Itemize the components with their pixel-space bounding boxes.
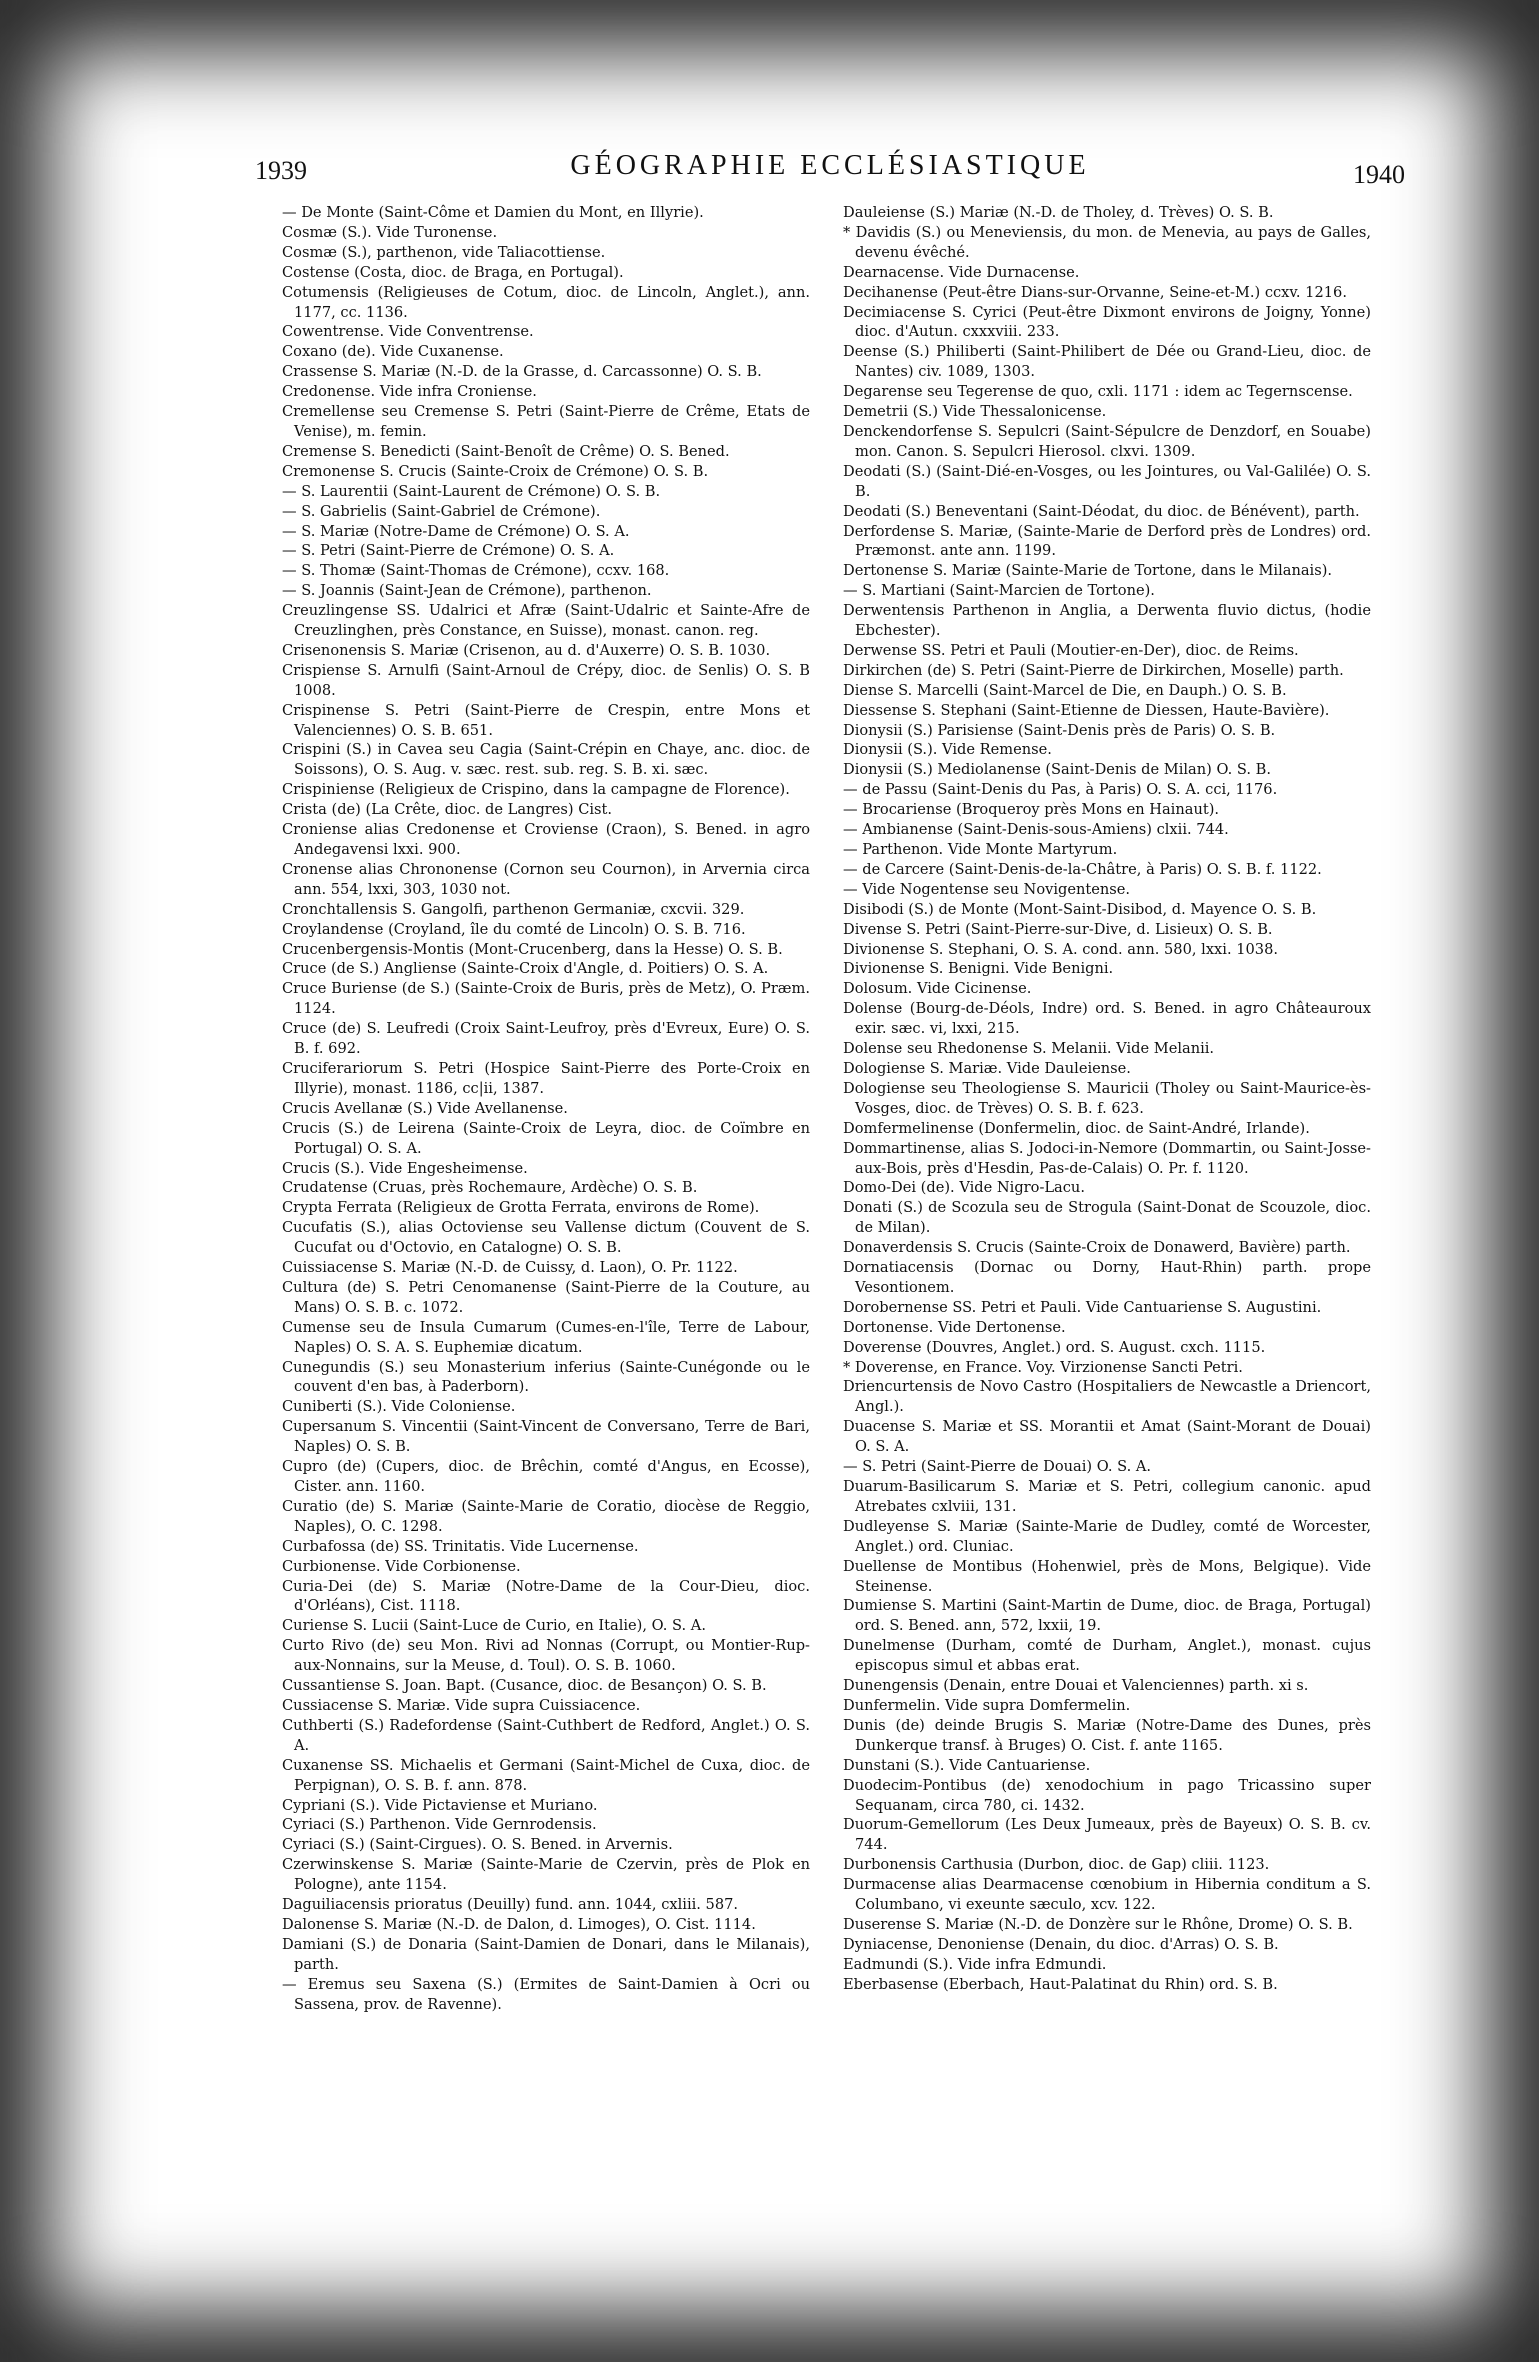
index-entry: Derfordense S. Mariæ, (Sainte-Marie de Derford près de Londres) ord. Præmonst. ante ann. 1199. (843, 522, 1371, 560)
index-entry: Decimiacense S. Cyrici (Peut-être Dixmont environs de Joigny, Yonne) dioc. d'Autun. cxxxviii. 233. (843, 303, 1371, 341)
index-entry: * Doverense, en France. Voy. Virzionense Sancti Petri. (843, 1358, 1243, 1376)
index-entry: Cultura (de) S. Petri Cenomanense (Saint-Pierre de la Couture, au Mans) O. S. B. c. 1072. (282, 1278, 810, 1316)
index-entry: Eadmundi (S.). Vide infra Edmundi. (843, 1955, 1107, 1973)
index-entry: Duodecim-Pontibus (de) xenodochium in pago Tricassino super Sequanam, circa 780, ci. 1432. (843, 1776, 1371, 1814)
index-entry: Crucis (S.) de Leirena (Sainte-Croix de Leyra, dioc. de Coïmbre en Portugal) O. S. A. (282, 1119, 810, 1157)
index-entry: Cosmæ (S.), parthenon, vide Taliacottiense. (282, 243, 606, 261)
index-entry: Dirkirchen (de) S. Petri (Saint-Pierre de Dirkirchen, Moselle) parth. (843, 661, 1344, 679)
index-entry: — De Monte (Saint-Côme et Damien du Mont, en Illyrie). (282, 204, 704, 221)
index-entry: Cuxanense SS. Michaelis et Germani (Saint-Michel de Cuxa, dioc. de Perpignan), O. S. B. f. ann. 878. (282, 1756, 810, 1794)
index-entry: Duellense de Montibus (Hohenwiel, près de Mons, Belgique). Vide Steinense. (843, 1557, 1371, 1595)
index-entry: Costense (Costa, dioc. de Braga, en Portugal). (282, 263, 624, 281)
index-entry: Dunfermelin. Vide supra Domfermelin. (843, 1696, 1131, 1714)
index-entry: Czerwinskense S. Mariæ (Sainte-Marie de Czervin, près de Plok en Pologne), ante 1154. (282, 1856, 810, 1894)
page-title: GÉOGRAPHIE ECCLÉSIASTIQUE (570, 150, 1090, 181)
index-entry: — S. Mariæ (Notre-Dame de Crémone) O. S. A. (282, 522, 630, 540)
index-entry: Duarum-Basilicarum S. Mariæ et S. Petri, collegium canonic. apud Atrebates cxlviii, 131. (843, 1478, 1371, 1515)
index-entry: * Davidis (S.) ou Meneviensis, du mon. de Menevia, au pays de Galles, devenu évêché. (843, 223, 1371, 261)
index-entry: Dunengensis (Denain, entre Douai et Valenciennes) parth. xi s. (843, 1677, 1309, 1695)
index-entry: Dortonense. Vide Dertonense. (843, 1318, 1066, 1336)
index-entry: Dalonense S. Mariæ (N.-D. de Dalon, d. Limoges), O. Cist. 1114. (282, 1915, 756, 1933)
index-entry: Crispiense S. Arnulfi (Saint-Arnoul de Crépy, dioc. de Senlis) O. S. B 1008. (282, 661, 810, 699)
index-entry: Demetrii (S.) Vide Thessalonicense. (843, 403, 1107, 421)
index-entry: Dyniacense, Denoniense (Denain, du dioc. d'Arras) O. S. B. (843, 1935, 1279, 1953)
index-entry: Eberbasense (Eberbach, Haut-Palatinat du Rhin) ord. S. B. (843, 1975, 1278, 1993)
index-entry: — S. Thomæ (Saint-Thomas de Crémone), ccxv. 168. (282, 562, 670, 580)
index-entry: Divionense S. Stephani, O. S. A. cond. ann. 580, lxxi. 1038. (843, 940, 1279, 958)
index-entry: Dolosum. Vide Cicinense. (843, 980, 1032, 998)
index-entry: Diessense S. Stephani (Saint-Etienne de Diessen, Haute-Bavière). (843, 701, 1330, 719)
index-entry: Croylandense (Croyland, île du comté de Lincoln) O. S. B. 716. (282, 920, 746, 938)
index-entry: Driencurtensis de Novo Castro (Hospitaliers de Newcastle a Driencort, Angl.). (843, 1378, 1371, 1416)
index-entry: Crispini (S.) in Cavea seu Cagia (Saint-Crépin en Chaye, anc. dioc. de Soissons), O. S. Aug. v. sæc. rest. sub. reg. S. B. xi. sæc. (282, 741, 810, 779)
index-entry: Cunegundis (S.) seu Monasterium inferius (Sainte-Cunégonde ou le couvent d'en bas, à Paderborn). (282, 1358, 810, 1396)
index-entry: Crista (de) (La Crête, dioc. de Langres) Cist. (282, 801, 613, 819)
index-entry: Cruciferariorum S. Petri (Hospice Saint-Pierre des Porte-Croix en Illyrie), monast. 1186, cc|ii, 1387. (282, 1059, 810, 1097)
index-entry: Dunstani (S.). Vide Cantuariense. (843, 1756, 1091, 1774)
index-entry: Daguiliacensis prioratus (Deuilly) fund. ann. 1044, cxliii. 587. (282, 1896, 739, 1914)
right-column (843, 203, 1371, 1995)
index-entry: — Brocariense (Broqueroy près Mons en Hainaut). (843, 801, 1220, 819)
index-entry: — S. Petri (Saint-Pierre de Douai) O. S. A. (843, 1458, 1152, 1476)
index-entry: Cruce (de) S. Leufredi (Croix Saint-Leufroy, près d'Evreux, Eure) O. S. B. f. 692. (282, 1020, 810, 1058)
index-entry: Cronchtallensis S. Gangolfi, parthenon Germaniæ, cxcvii. 329. (282, 900, 745, 918)
index-entry: Cumense seu de Insula Cumarum (Cumes-en-l'île, Terre de Labour, Naples) O. S. A. S. Euphemiæ dicatum. (282, 1318, 810, 1356)
index-entry: Crucis Avellanæ (S.) Vide Avellanense. (282, 1099, 568, 1117)
index-entry: Deodati (S.) Beneventani (Saint-Déodat, du dioc. de Bénévent), parth. (843, 502, 1360, 520)
index-entry: — Vide Nogentense seu Novigentense. (843, 880, 1131, 898)
index-entry: Cuniberti (S.). Vide Coloniense. (282, 1398, 516, 1416)
index-entry: Cuissiacense S. Mariæ (N.-D. de Cuissy, d. Laon), O. Pr. 1122. (282, 1259, 738, 1277)
index-entry: Dornatiacensis (Dornac ou Dorny, Haut-Rhin) parth. prope Vesontionem. (843, 1259, 1371, 1296)
index-entry: Dommartinense, alias S. Jodoci-in-Nemore (Dommartin, ou Saint-Josse-aux-Bois, près d'Hesdin, Pas-de-Calais) O. Pr. f. 1120. (843, 1139, 1371, 1177)
index-entry: Dorobernense SS. Petri et Pauli. Vide Cantuariense S. Augustini. (843, 1298, 1322, 1316)
index-entry: — S. Laurentii (Saint-Laurent de Crémone) O. S. B. (282, 482, 661, 500)
index-entry: Croniense alias Credonense et Croviense (Craon), S. Bened. in agro Andegavensi lxxi. 900. (282, 821, 810, 858)
index-entry: Coxano (de). Vide Cuxanense. (282, 343, 504, 361)
index-entry: Creuzlingense SS. Udalrici et Afræ (Saint-Udalric et Sainte-Afre de Creuzlinghen, près Constance, en Suisse), monast. canon. reg. (282, 602, 810, 640)
index-entry: — S. Gabrielis (Saint-Gabriel de Crémone). (282, 502, 601, 520)
index-entry: Cremonense S. Crucis (Sainte-Croix de Crémone) O. S. B. (282, 462, 709, 480)
index-entry: Dauleiense (S.) Mariæ (N.-D. de Tholey, d. Trèves) O. S. B. (843, 204, 1274, 221)
running-header (255, 150, 1405, 200)
index-entry: Cupersanum S. Vincentii (Saint-Vincent de Conversano, Terre de Bari, Naples) O. S. B. (282, 1418, 810, 1456)
left-column (282, 203, 810, 2014)
index-entry: — S. Petri (Saint-Pierre de Crémone) O. S. A. (282, 542, 615, 560)
index-entry: Doverense (Douvres, Anglet.) ord. S. August. cxch. 1115. (843, 1338, 1266, 1356)
index-entry: Cussiacense S. Mariæ. Vide supra Cuissiacence. (282, 1696, 641, 1714)
index-entry: Dunelmense (Durham, comté de Durham, Anglet.), monast. cujus episcopus simul et abbas erat. (843, 1637, 1371, 1675)
index-entry: Curatio (de) S. Mariæ (Sainte-Marie de Coratio, diocèse de Reggio, Naples), O. C. 1298. (282, 1497, 810, 1535)
index-entry: Dumiense S. Martini (Saint-Martin de Dume, dioc. de Braga, Portugal) ord. S. Bened. ann, 572, lxxii, 19. (843, 1597, 1371, 1635)
index-entry: Curto Rivo (de) seu Mon. Rivi ad Nonnas (Corrupt, ou Montier-Rup-aux-Nonnains, sur la Meuse, d. Toul). O. S. B. 1060. (282, 1637, 810, 1675)
page-number-left: 1939 (255, 156, 307, 185)
index-entry: Diense S. Marcelli (Saint-Marcel de Die, en Dauph.) O. S. B. (843, 681, 1287, 699)
index-entry: Dionysii (S.). Vide Remense. (843, 741, 1052, 759)
index-entry: Derwentensis Parthenon in Anglia, a Derwenta fluvio dictus, (hodie Ebchester). (843, 602, 1371, 640)
index-entry: — de Carcere (Saint-Denis-de-la-Châtre, à Paris) O. S. B. f. 1122. (843, 860, 1322, 878)
index-entry: Decihanense (Peut-être Dians-sur-Orvanne, Seine-et-M.) ccxv. 1216. (843, 283, 1347, 301)
index-entry: Dertonense S. Mariæ (Sainte-Marie de Tortone, dans le Milanais). (843, 562, 1333, 580)
index-entry: Curbafossa (de) SS. Trinitatis. Vide Lucernense. (282, 1537, 639, 1555)
index-entry: Cronense alias Chrononense (Cornon seu Cournon), in Arvernia circa ann. 554, lxxi, 303, 1030 not. (282, 860, 810, 898)
index-entry: Divense S. Petri (Saint-Pierre-sur-Dive, d. Lisieux) O. S. B. (843, 920, 1273, 938)
index-entry: Dolense seu Rhedonense S. Melanii. Vide Melanii. (843, 1040, 1215, 1058)
index-entry: Dionysii (S.) Mediolanense (Saint-Denis de Milan) O. S. B. (843, 761, 1271, 779)
index-entry: Cosmæ (S.). Vide Turonense. (282, 223, 498, 241)
index-entry: Curbionense. Vide Corbionense. (282, 1557, 521, 1575)
index-entry: Cypriani (S.). Vide Pictaviense et Muriano. (282, 1796, 598, 1814)
index-entry: Duacense S. Mariæ et SS. Morantii et Amat (Saint-Morant de Douai) O. S. A. (843, 1418, 1371, 1456)
index-entry: Dologiense S. Mariæ. Vide Dauleiense. (843, 1059, 1131, 1077)
index-entry: Dologiense seu Theologiense S. Mauricii (Tholey ou Saint-Maurice-ès-Vosges, dioc. de Trèves) O. S. B. f. 623. (843, 1079, 1371, 1117)
index-entry: — de Passu (Saint-Denis du Pas, à Paris) O. S. A. cci, 1176. (843, 781, 1278, 799)
index-entry: Cruce Buriense (de S.) (Sainte-Croix de Buris, près de Metz), O. Præm. 1124. (282, 980, 810, 1018)
index-entry: Durbonensis Carthusia (Durbon, dioc. de Gap) cliii. 1123. (843, 1856, 1270, 1874)
index-entry: Crudatense (Cruas, près Rochemaure, Ardèche) O. S. B. (282, 1179, 698, 1197)
index-entry: Cotumensis (Religieuses de Cotum, dioc. de Lincoln, Anglet.), ann. 1177, cc. 1136. (282, 283, 810, 321)
index-entry: Cyriaci (S.) (Saint-Cirgues). O. S. Bened. in Arvernis. (282, 1836, 673, 1854)
index-entry: — S. Martiani (Saint-Marcien de Tortone). (843, 582, 1155, 600)
index-entry: Crucis (S.). Vide Engesheimense. (282, 1159, 528, 1177)
index-entry: Duorum-Gemellorum (Les Deux Jumeaux, près de Bayeux) O. S. B. cv. 744. (843, 1816, 1371, 1854)
index-entry: Denckendorfense S. Sepulcri (Saint-Sépulcre de Denzdorf, en Souabe) mon. Canon. S. Sepulcri Hierosol. clxvi. 1309. (843, 422, 1371, 460)
index-entry: Curia-Dei (de) S. Mariæ (Notre-Dame de la Cour-Dieu, dioc. d'Orléans), Cist. 1118. (282, 1577, 810, 1615)
index-entry: Cuthberti (S.) Radefordense (Saint-Cuthbert de Redford, Anglet.) O. S. A. (282, 1716, 810, 1754)
index-entry: Cupro (de) (Cupers, dioc. de Brêchin, comté d'Angus, en Ecosse), Cister. ann. 1160. (282, 1458, 810, 1495)
index-entry: Cowentrense. Vide Conventrense. (282, 323, 534, 341)
index-entry: — S. Joannis (Saint-Jean de Crémone), parthenon. (282, 582, 652, 600)
index-entry: Duserense S. Mariæ (N.-D. de Donzère sur le Rhône, Drome) O. S. B. (843, 1915, 1353, 1933)
index-entry: Cyriaci (S.) Parthenon. Vide Gernrodensis. (282, 1816, 597, 1834)
index-entry: Disibodi (S.) de Monte (Mont-Saint-Disibod, d. Mayence O. S. B. (843, 900, 1317, 918)
index-entry: Dolense (Bourg-de-Déols, Indre) ord. S. Bened. in agro Châteauroux exir. sæc. vi, lxxi, 215. (843, 1000, 1371, 1038)
index-entry: — Parthenon. Vide Monte Martyrum. (843, 841, 1118, 858)
index-entry: Cruce (de S.) Angliense (Sainte-Croix d'Angle, d. Poitiers) O. S. A. (282, 960, 769, 978)
index-entry: Crucenbergensis-Montis (Mont-Crucenberg, dans la Hesse) O. S. B. (282, 940, 783, 958)
index-entry: Donati (S.) de Scozula seu de Strogula (Saint-Donat de Scouzole, dioc. de Milan). (843, 1199, 1371, 1237)
index-entry: Crispinense S. Petri (Saint-Pierre de Crespin, entre Mons et Valenciennes) O. S. B. 651. (282, 701, 810, 739)
index-entry: Dunis (de) deinde Brugis S. Mariæ (Notre-Dame des Dunes, près Dunkerque transf. à Bruges) O. Cist. f. ante 1165. (843, 1716, 1371, 1754)
index-entry: Deense (S.) Philiberti (Saint-Philibert de Dée ou Grand-Lieu, dioc. de Nantes) civ. 1089, 1303. (843, 343, 1371, 381)
index-entry: Crispiniense (Religieux de Crispino, dans la campagne de Florence). (282, 781, 790, 799)
index-entry: Divionense S. Benigni. Vide Benigni. (843, 960, 1114, 978)
index-entry: Crypta Ferrata (Religieux de Grotta Ferrata, environs de Rome). (282, 1199, 760, 1217)
index-entry: Derwense SS. Petri et Pauli (Moutier-en-Der), dioc. de Reims. (843, 641, 1299, 659)
index-entry: Credonense. Vide infra Croniense. (282, 383, 537, 401)
index-entry: Cremellense seu Cremense S. Petri (Saint-Pierre de Crême, Etats de Venise), m. femin. (282, 403, 810, 440)
index-entry: Dearnacense. Vide Durnacense. (843, 263, 1080, 281)
index-entry: Durmacense alias Dearmacense cœnobium in Hibernia conditum a S. Columbano, vi exeunte sæculo, xcv. 122. (843, 1876, 1371, 1914)
index-entry: Cucufatis (S.), alias Octoviense seu Vallense dictum (Couvent de S. Cucufat ou d'Octovio, en Catalogne) O. S. B. (282, 1219, 810, 1257)
index-entry: Deodati (S.) (Saint-Dié-en-Vosges, ou les Jointures, ou Val-Galilée) O. S. B. (843, 462, 1371, 500)
index-entry: Cussantiense S. Joan. Bapt. (Cusance, dioc. de Besançon) O. S. B. (282, 1677, 767, 1695)
index-entry: Domo-Dei (de). Vide Nigro-Lacu. (843, 1179, 1085, 1197)
page-number-right: 1940 (1353, 160, 1405, 189)
index-entry: Degarense seu Tegerense de quo, cxli. 1171 : idem ac Tegernscense. (843, 383, 1353, 401)
index-entry: Curiense S. Lucii (Saint-Luce de Curio, en Italie), O. S. A. (282, 1617, 706, 1635)
index-entry: Crisenonensis S. Mariæ (Crisenon, au d. d'Auxerre) O. S. B. 1030. (282, 641, 771, 659)
index-entry: Crassense S. Mariæ (N.-D. de la Grasse, d. Carcassonne) O. S. B. (282, 363, 762, 381)
index-entry: Donaverdensis S. Crucis (Sainte-Croix de Donawerd, Bavière) parth. (843, 1239, 1351, 1257)
index-entry: Dionysii (S.) Parisiense (Saint-Denis près de Paris) O. S. B. (843, 721, 1276, 739)
index-entry: — Eremus seu Saxena (S.) (Ermites de Saint-Damien à Ocri ou Sassena, prov. de Ravenne). (282, 1975, 810, 2013)
index-entry: — Ambianense (Saint-Denis-sous-Amiens) clxii. 744. (843, 821, 1229, 839)
index-entry: Dudleyense S. Mariæ (Sainte-Marie de Dudley, comté de Worcester, Anglet.) ord. Cluniac. (843, 1517, 1371, 1555)
index-entry: Damiani (S.) de Donaria (Saint-Damien de Donari, dans le Milanais), parth. (282, 1935, 810, 1973)
index-entry: Cremense S. Benedicti (Saint-Benoît de Crême) O. S. Bened. (282, 442, 730, 460)
index-entry: Domfermelinense (Donfermelin, dioc. de Saint-André, Irlande). (843, 1119, 1310, 1137)
